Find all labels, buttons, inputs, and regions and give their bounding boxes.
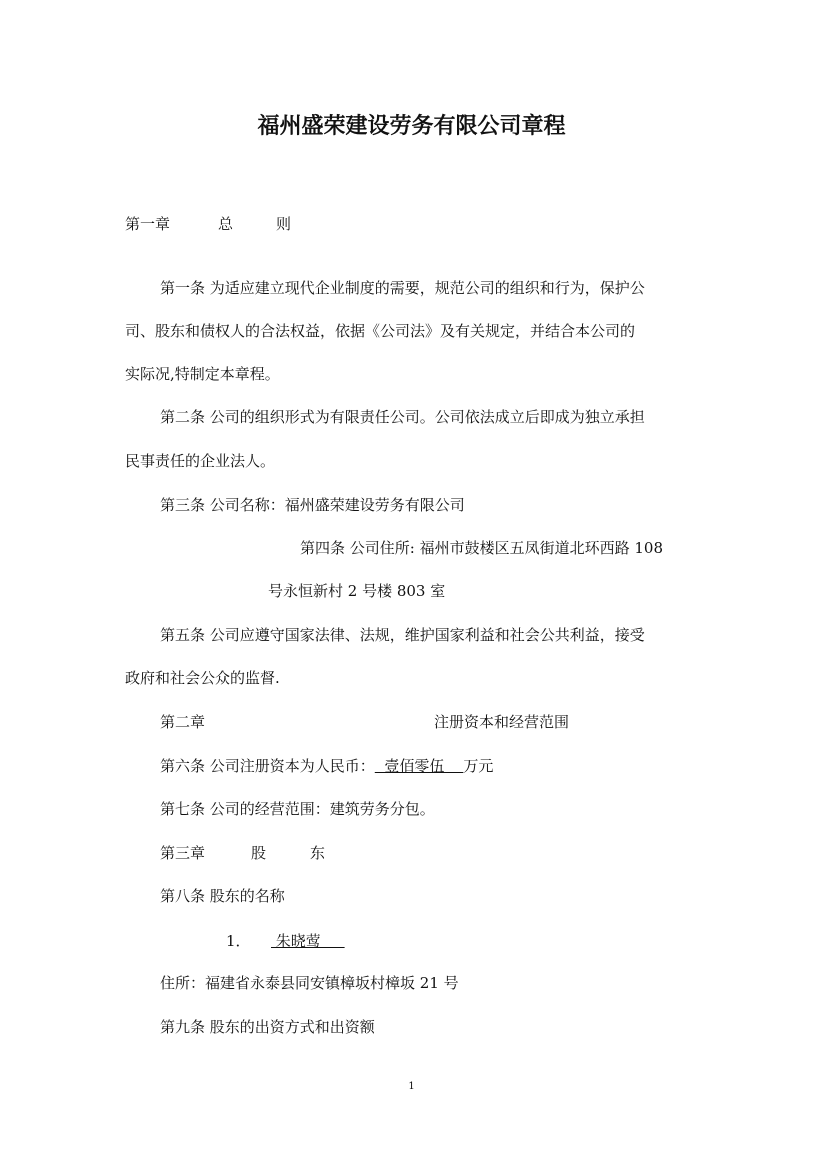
article-9: 第九条 股东的出资方式和出资额 <box>160 1018 375 1036</box>
chapter-2-title: 注册资本和经营范围 <box>434 713 570 731</box>
chapter-1-title-part-2: 则 <box>276 215 292 233</box>
chapter-3-label: 第三章 <box>160 844 206 862</box>
article-6 <box>160 756 493 776</box>
article-2-line-1: 第二条 公司的组织形式为有限责任公司。公司依法成立后即成为独立承担 <box>160 408 645 426</box>
chapter-3-title-part-2: 东 <box>310 844 326 862</box>
shareholder-number: 1． <box>226 932 251 950</box>
chapter-2-label: 第二章 <box>160 713 206 731</box>
article-7: 第七条 公司的经营范围：建筑劳务分包。 <box>160 800 435 818</box>
shareholder-name: 朱晓莺 <box>271 932 345 950</box>
chapter-1-title-part-1: 总 <box>218 215 234 233</box>
chapter-3-title-part-1: 股 <box>251 844 267 862</box>
registered-capital-amount: 壹佰零伍 <box>374 757 464 775</box>
article-1-line-3: 实际况,特制定本章程。 <box>125 365 280 383</box>
article-8: 第八条 股东的名称 <box>160 887 285 905</box>
article-5-line-2: 政府和社会公众的监督. <box>125 669 280 687</box>
article-6-suffix: 万元 <box>463 757 494 775</box>
article-1-line-1: 第一条 为适应建立现代企业制度的需要，规范公司的组织和行为，保护公 <box>160 279 645 297</box>
document-title: 福州盛荣建设劳务有限公司章程 <box>257 114 566 139</box>
chapter-1-label: 第一章 <box>125 215 171 233</box>
article-4-line-1: 第四条 公司住所: 福州市鼓楼区五凤街道北环西路 108 <box>300 539 663 557</box>
page-number: 1 <box>408 1081 415 1092</box>
article-4-line-2: 号永恒新村 2 号楼 803 室 <box>268 582 446 600</box>
article-1-line-2: 司、股东和债权人的合法权益，依据《公司法》及有关规定，并结合本公司的 <box>125 322 636 340</box>
article-6-prefix: 第六条 公司注册资本为人民币： <box>160 757 375 775</box>
shareholder-address: 住所：福建省永泰县同安镇樟坂村樟坂 21 号 <box>160 974 459 992</box>
article-2-line-2: 民事责任的企业法人。 <box>125 452 276 470</box>
article-5-line-1: 第五条 公司应遵守国家法律、法规，维护国家利益和社会公共利益，接受 <box>160 626 645 644</box>
article-3: 第三条 公司名称：福州盛荣建设劳务有限公司 <box>160 496 465 514</box>
